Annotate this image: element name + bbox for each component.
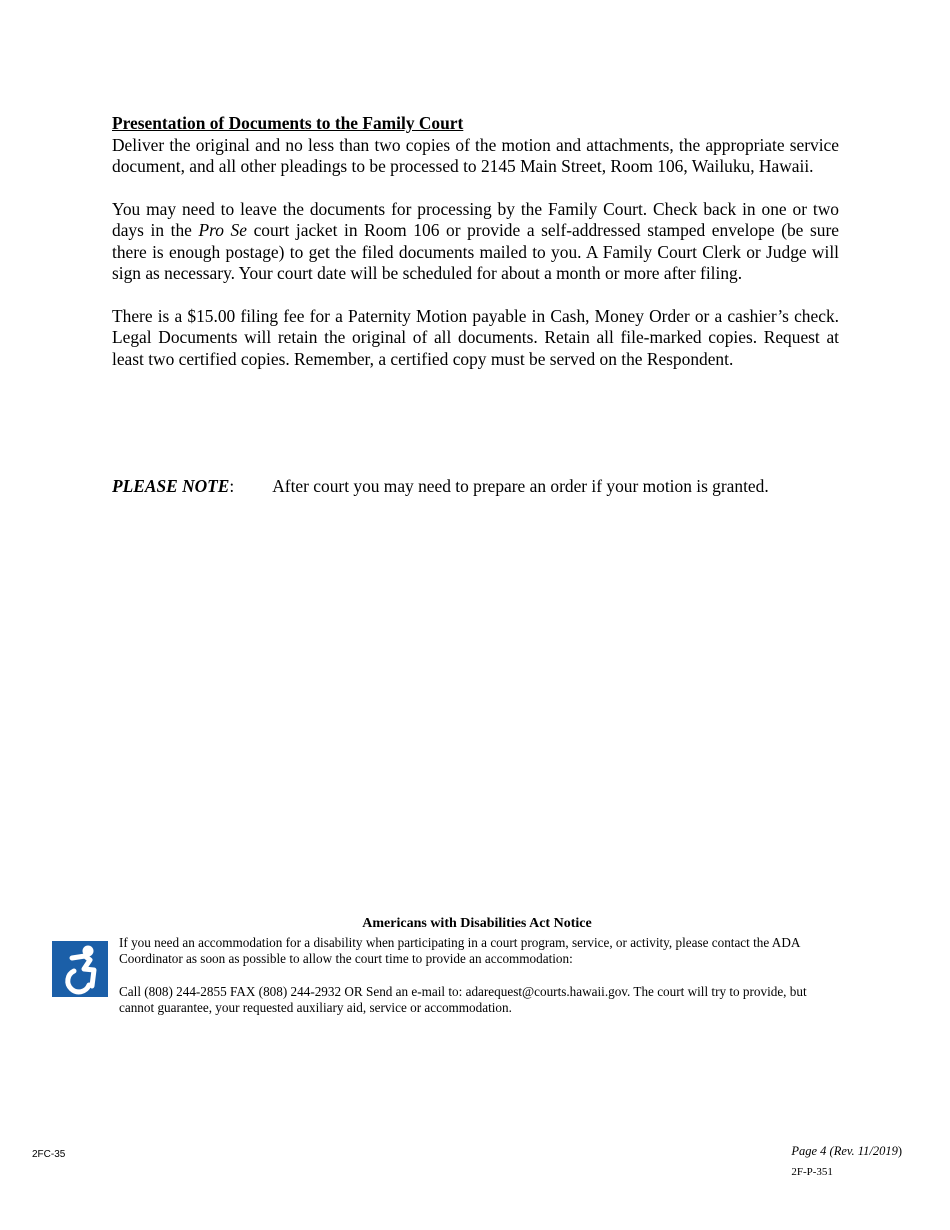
ada-contact-text: Call (808) 244-2855 FAX (808) 244-2932 OR Send an e-mail to: adarequest@courts.hawaii.gov. The court will try to provide, but cannot guarantee, your requested auxiliary aid, service or accommodation. [119,983,807,1015]
accessibility-icon [52,941,108,997]
please-note [112,476,769,498]
please-note-text: After court you may need to prepare an order if your motion is granted. [272,476,769,496]
ada-notice-title: Americans with Disabilities Act Notice [362,916,592,931]
paragraph-processing-text-1: You may need to leave the documents for processing by the Family Court. Check back in one or two days in the [112,198,839,240]
section-title: Presentation of Documents to the Family Court [112,113,464,133]
page-revision-label: Page 4 (Rev. 11/2019 [791,1144,898,1158]
ada-notice [52,916,842,1017]
footer-form-number: 2FC-35 [32,1149,66,1160]
pro-se-term: Pro Se [198,220,247,240]
accessibility-icon-background [52,941,108,997]
paragraph-processing-text-2: court jacket in Room 106 or provide a self-addressed stamped envelope (be sure there is enough postage) to get the filed documents mailed to you. A Family Court Clerk or Judge will sign as necessary. Your court date will be scheduled for about a month or more after filing. [112,220,839,283]
page-revision-close: ) [897,1144,902,1158]
footer-page-info [791,1144,902,1178]
page-revision [791,1144,902,1159]
ada-notice-body [119,935,842,1017]
paragraph-delivery: Deliver the original and no less than two copies of the motion and attachments, the appropriate service document, and all other pleadings to be processed to 2145 Main Street, Room 106, Wailuku, Hawaii. [112,134,839,176]
please-note-colon: : [229,476,235,496]
please-note-label: PLEASE NOTE [112,476,230,496]
form-code: 2F-P-351 [791,1166,833,1178]
ada-accommodation-text: If you need an accommodation for a disability when participating in a court program, service, or activity, please contact the ADA Coordinator as soon as possible to allow the court time to provide an accommodation: [119,934,800,966]
main-content [112,113,839,370]
paragraph-filing-fee: There is a $15.00 filing fee for a Paternity Motion payable in Cash, Money Order or a cashier’s check. Legal Documents will retain the original of all documents. Retain all file-marked copies. Request at least two certified copies. Remember, a certified copy must be served on the Respondent. [112,305,839,369]
paragraph-processing [112,199,839,285]
